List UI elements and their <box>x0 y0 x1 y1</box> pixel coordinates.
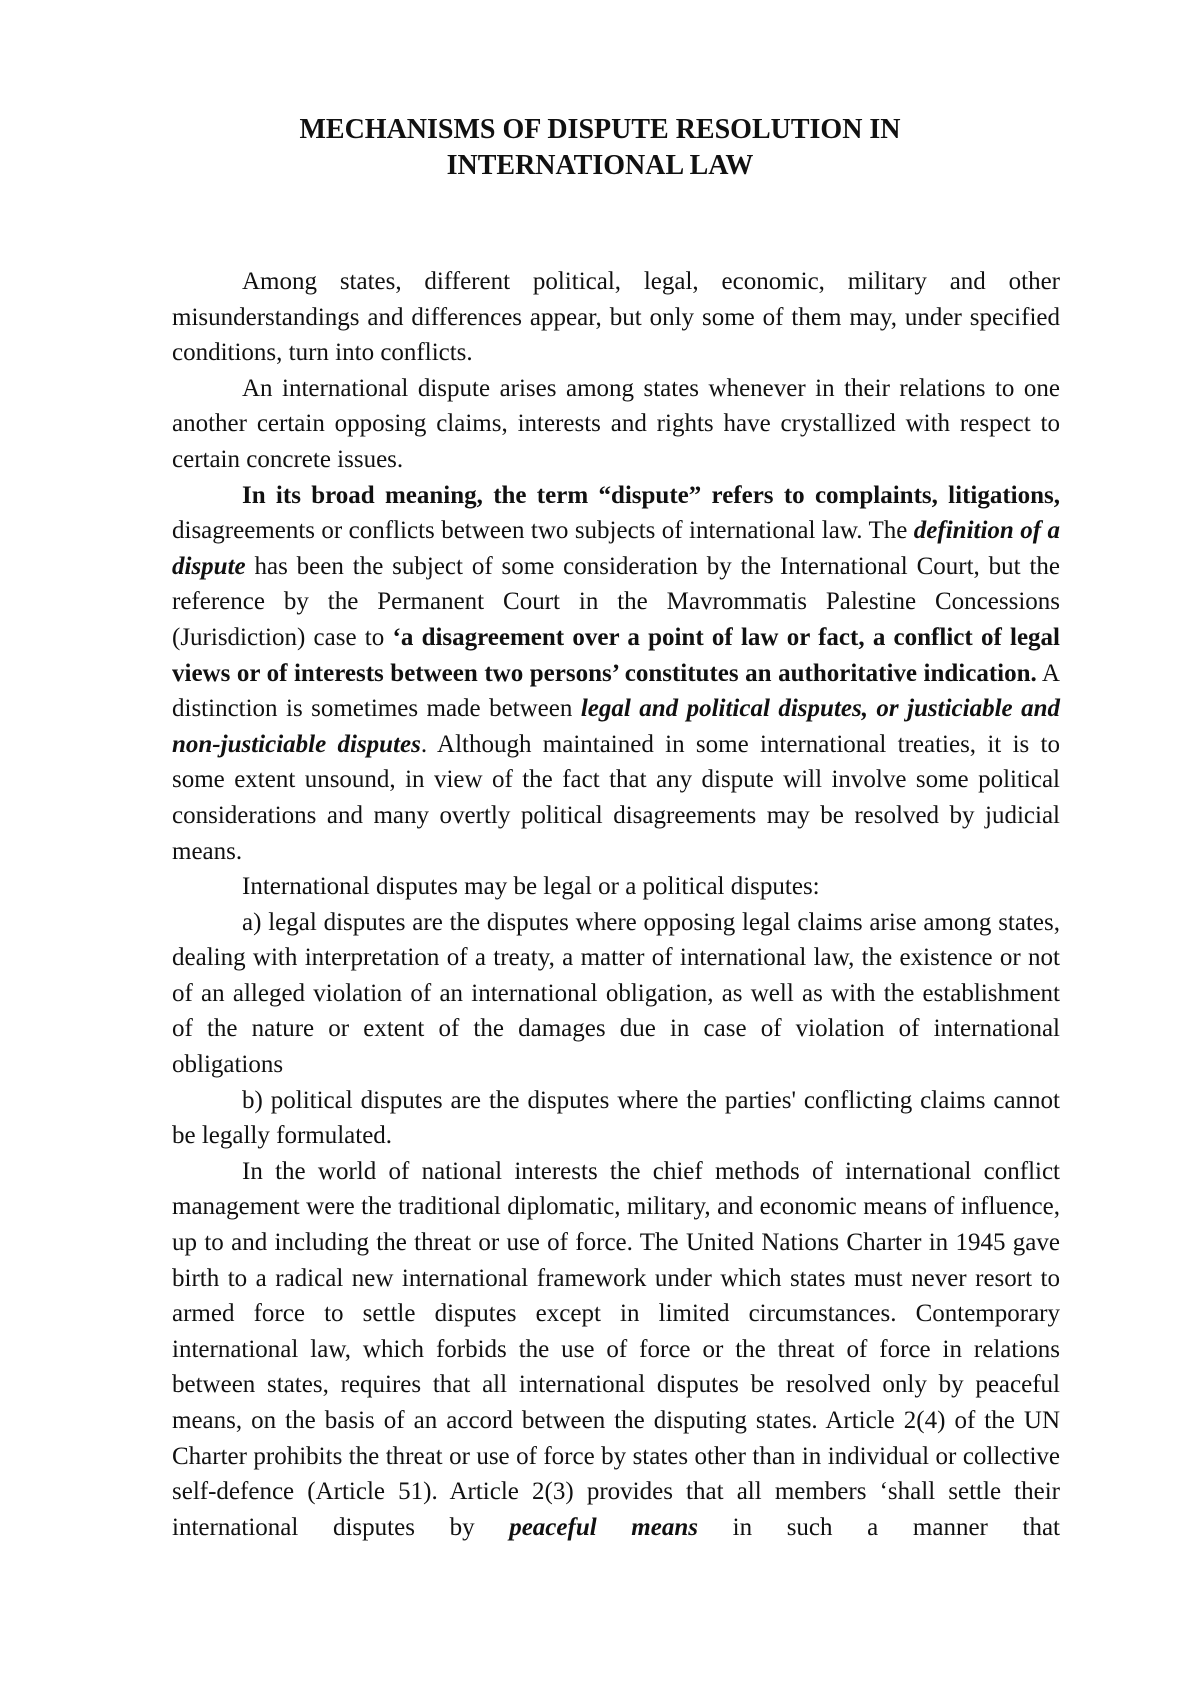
paragraph-3-bold-lead: In its broad meaning, the term “dispute” refers to complaints, litigations, <box>242 481 1060 509</box>
title-line-2: INTERNATIONAL LAW <box>446 150 754 181</box>
paragraph-3-text-1: disagreements or conflicts between two subjects of international law. The <box>172 517 914 545</box>
paragraph-3-emphasis-1: definition of a dispute <box>172 517 1060 580</box>
paragraph-3-text-4: . Although maintained in some international treaties, it is to some extent unsound, in view of the fact that any dispute will involve some political considerations and many overtly political disagreements may be resolved by judicial means. <box>172 730 1060 865</box>
paragraph-3 <box>172 478 1060 870</box>
paragraph-3-text-2: has been the subject of some consideration by the International Court, but the reference by the Permanent Court in the Mavrommatis Palestine Concessions (Jurisdiction) case to <box>172 552 1060 651</box>
paragraph-7-text-2: in such a manner that <box>697 1513 1060 1541</box>
paragraph-3-text-3: A distinction is sometimes made between <box>172 659 1060 723</box>
paragraph-6: b) political disputes are the disputes where the parties' conflicting claims cannot be legally formulated. <box>172 1086 1060 1150</box>
paragraph-4: International disputes may be legal or a political disputes: <box>242 873 820 901</box>
paragraph-3-emphasis-2: legal and political disputes, or justiciable and non-justiciable disputes <box>172 695 1060 758</box>
paragraph-7 <box>172 1154 1060 1546</box>
title-line-1: MECHANISMS OF DISPUTE RESOLUTION IN <box>299 114 901 145</box>
paragraph-7-emphasis-1: peaceful means <box>509 1513 698 1541</box>
paragraph-5: a) legal disputes are the disputes where opposing legal claims arise among states, dealing with interpretation of a treaty, a matter of international law, the existence or not of an alleged violation of an international obligation, as well as with the establishment of the nature or extent of the damages due in case of violation of international obligations <box>172 908 1060 1079</box>
paragraph-7-text-1: In the world of national interests the chief methods of international conflict management were the traditional diplomatic, military, and economic means of influence, up to and including the threat or use of force. The United Nations Charter in 1945 gave birth to a radical new international framework under which states must never resort to armed force to settle disputes except in limited circumstances. Contemporary international law, which forbids the use of force or the threat of force in relations between states, requires that all international disputes be resolved only by peaceful means, on the basis of an accord between the disputing states. Article 2(4) of the UN Charter prohibits the threat or use of force by states other than in individual or collective self-defence (Article 51). Article 2(3) provides that all members ‘shall settle their international disputes by <box>172 1157 1060 1541</box>
paragraph-3-bold-quote: ‘a disagreement over a point of law or fact, a conflict of legal views or of interests between two persons’ constitutes an authoritative indication. <box>172 623 1060 687</box>
document-body <box>172 264 1060 1545</box>
paragraph-1: Among states, different political, legal, economic, military and other misunderstandings and differences appear, but only some of them may, under specified conditions, turn into conflicts. <box>172 268 1060 367</box>
paragraph-2: An international dispute arises among states whenever in their relations to one another certain opposing claims, interests and rights have crystallized with respect to certain concrete issues. <box>172 374 1060 473</box>
document-title <box>0 112 1200 184</box>
